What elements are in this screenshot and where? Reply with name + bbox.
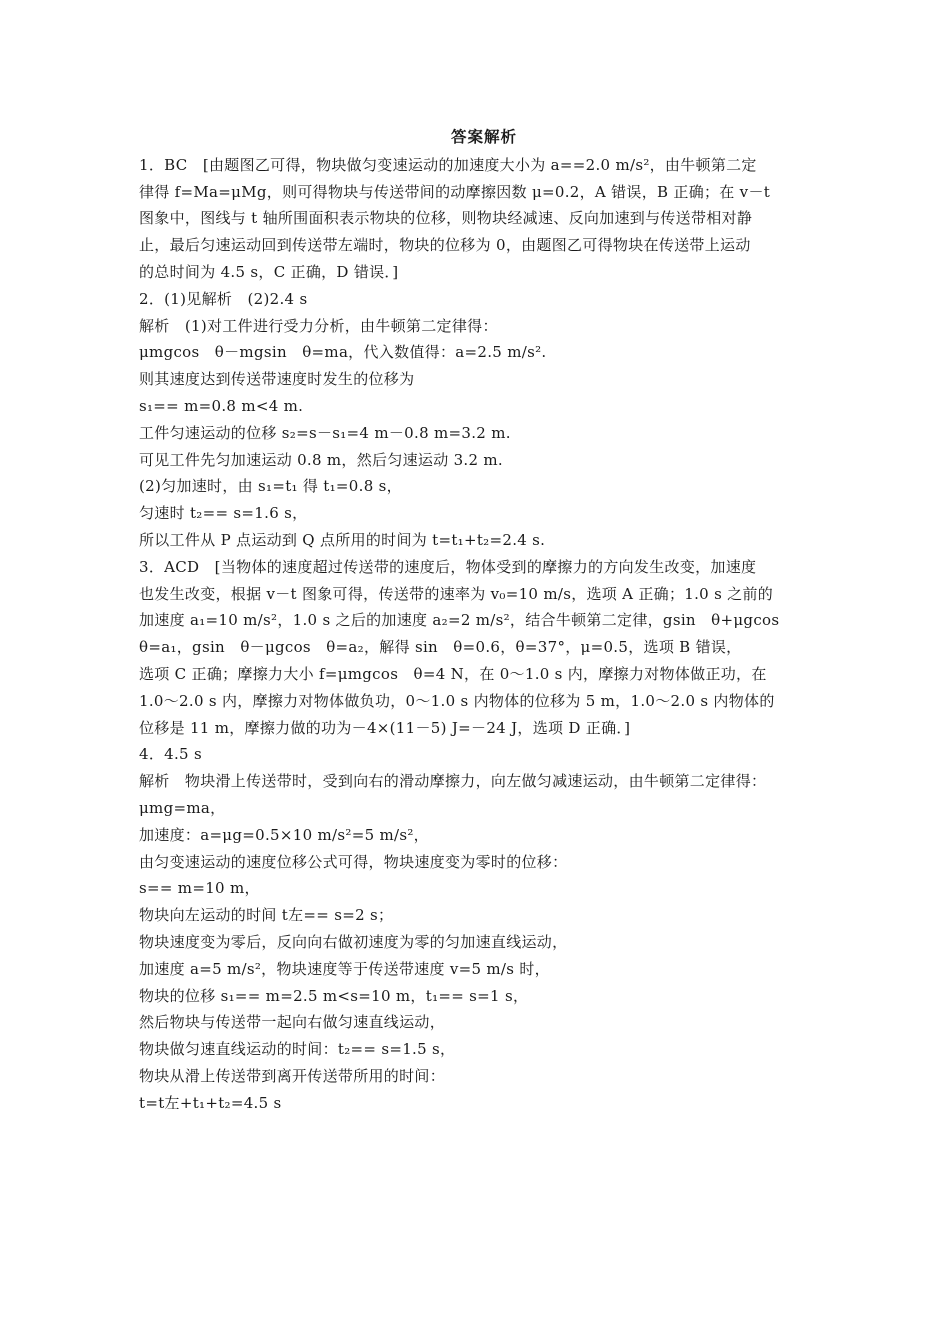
text-line: 3．ACD [当物体的速度超过传送带的速度后，物体受到的摩擦力的方向发生改变，加速度 <box>139 557 757 576</box>
text-line: 加速度 a₁=10 m/s²，1.0 s 之后的加速度 a₂=2 m/s²，结合牛顿第二定律，gsin θ+μgcos <box>139 611 780 630</box>
text-line: 工件匀速运动的位移 s₂=s－s₁=4 m－0.8 m=3.2 m. <box>139 423 511 442</box>
text-line: 物块向左运动的时间 t左== s=2 s； <box>139 906 394 925</box>
text-line: 加速度 a=5 m/s²，物块速度等于传送带速度 v=5 m/s 时， <box>139 959 550 978</box>
text-line: s== m=10 m， <box>139 879 260 898</box>
text-line: 1．BC [由题图乙可得，物块做匀变速运动的加速度大小为 a==2.0 m/s²，由牛顿第二定 <box>139 155 757 174</box>
text-line: t=t左+t₁+t₂=4.5 s <box>139 1093 282 1112</box>
text-line: 的总时间为 4.5 s，C 正确，D 错误．] <box>139 262 399 281</box>
text-line: (2)匀加速时，由 s₁=t₁ 得 t₁=0.8 s， <box>139 477 402 496</box>
text-line: 由匀变速运动的速度位移公式可得，物块速度变为零时的位移： <box>139 852 568 871</box>
text-line: 2．(1)见解析 (2)2.4 s <box>139 289 308 308</box>
text-line: s₁== m=0.8 m<4 m. <box>139 396 304 415</box>
text-line: 位移是 11 m，摩擦力做的功为－4×(11－5) J=－24 J，选项 D 正确．] <box>139 718 631 737</box>
text-line: 选项 C 正确；摩擦力大小 f=μmgcos θ=4 N，在 0～1.0 s 内，摩擦力对物体做正功，在 <box>139 664 767 683</box>
text-line: 解析 (1)对工件进行受力分析，由牛顿第二定律得： <box>139 316 498 335</box>
answer-body <box>139 152 829 1117</box>
text-line: 则其速度达到传送带速度时发生的位移为 <box>139 370 415 389</box>
text-line: 物块做匀速直线运动的时间：t₂== s=1.5 s， <box>139 1040 456 1059</box>
text-line: 图象中，图线与 t 轴所围面积表示物块的位移，则物块经减速、反向加速到与传送带相对静 <box>139 209 753 228</box>
text-line: θ=a₁，gsin θ－μgcos θ=a₂，解得 sin θ=0.6，θ=37°，μ=0.5，选项 B 错误， <box>139 638 742 657</box>
text-line: 所以工件从 P 点运动到 Q 点所用的时间为 t=t₁+t₂=2.4 s. <box>139 530 546 549</box>
text-line: 匀速时 t₂== s=1.6 s， <box>139 504 308 523</box>
text-line: 解析 物块滑上传送带时，受到向右的滑动摩擦力，向左做匀减速运动，由牛顿第二定律得： <box>139 772 767 791</box>
text-line: 止，最后匀速运动回到传送带左端时，物块的位移为 0，由题图乙可得物块在传送带上运动 <box>139 236 751 255</box>
text-line: 4．4.5 s <box>139 745 202 764</box>
answer-document <box>139 124 829 1116</box>
text-line: 律得 f=Ma=μMg，则可得物块与传送带间的动摩擦因数 μ=0.2，A 错误，B 正确；在 v－t <box>139 182 771 201</box>
text-line: μmg=ma， <box>139 798 226 817</box>
text-line: 1.0～2.0 s 内，摩擦力对物体做负功，0～1.0 s 内物体的位移为 5 m，1.0～2.0 s 内物体的 <box>139 691 775 710</box>
text-line: 加速度：a=μg=0.5×10 m/s²=5 m/s²， <box>139 825 429 844</box>
text-line: 可见工件先匀加速运动 0.8 m，然后匀速运动 3.2 m. <box>139 450 503 469</box>
text-line: 物块速度变为零后，反向向右做初速度为零的匀加速直线运动， <box>139 932 568 951</box>
page-title: 答案解析 <box>450 127 517 146</box>
text-line: 然后物块与传送带一起向右做匀速直线运动， <box>139 1013 446 1032</box>
text-line: 物块从滑上传送带到离开传送带所用的时间： <box>139 1066 446 1085</box>
text-line: 物块的位移 s₁== m=2.5 m<s=10 m，t₁== s=1 s， <box>139 986 529 1005</box>
text-line: 也发生改变，根据 v－t 图象可得，传送带的速率为 v₀=10 m/s，选项 A 正确；1.0 s 之前的 <box>139 584 774 603</box>
text-line: μmgcos θ－mgsin θ=ma，代入数值得：a=2.5 m/s². <box>139 343 547 362</box>
